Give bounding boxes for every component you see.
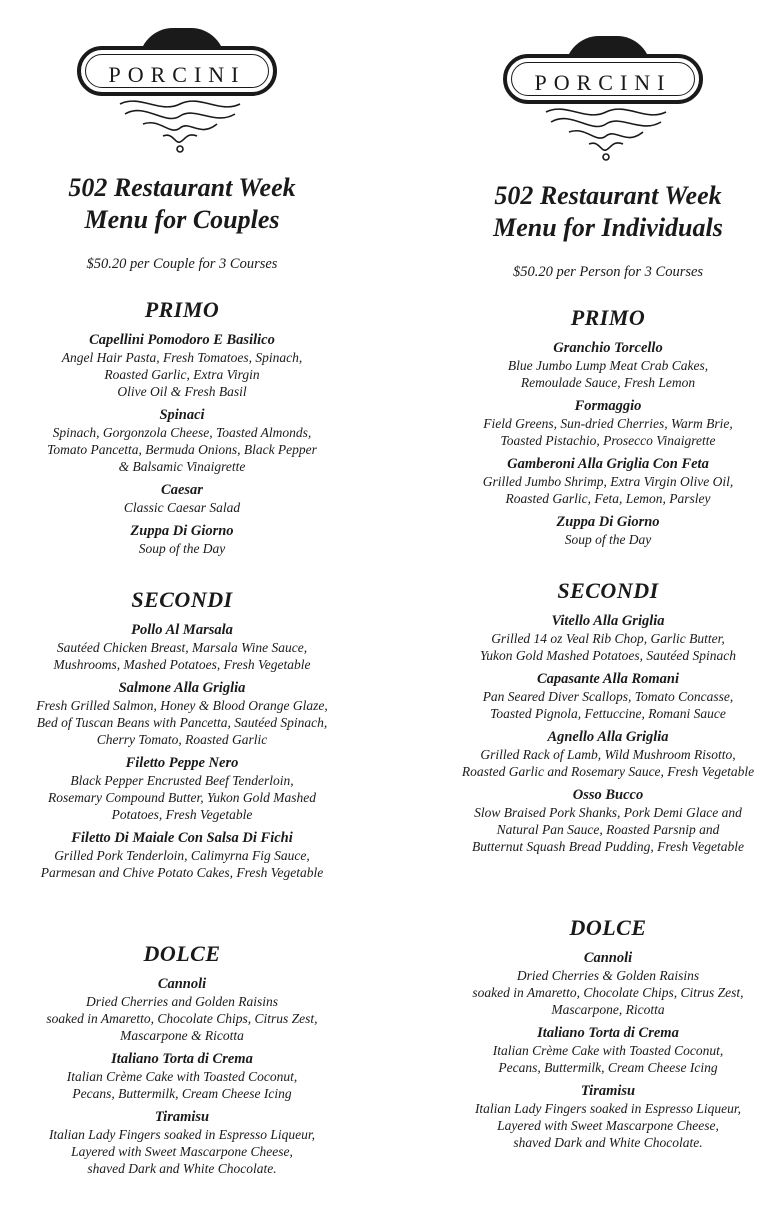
menu-item-description: shaved Dark and White Chocolate.	[513, 1135, 703, 1150]
menu-item-description: Potatoes, Fresh Vegetable	[111, 807, 253, 822]
menu-item	[416, 455, 784, 507]
menu-item-name: Caesar	[161, 482, 203, 498]
menu-sections	[416, 305, 784, 1151]
menu-item-description: Mascarpone & Ricotta	[120, 1028, 244, 1043]
menu-item	[416, 786, 784, 855]
menu-item	[416, 513, 784, 548]
section-heading: DOLCE	[143, 941, 221, 966]
menu-item-description: Grilled 14 oz Veal Rib Chop, Garlic Butter,	[491, 631, 725, 646]
menu-item-description: Cherry Tomato, Roasted Garlic	[96, 732, 268, 747]
menu-item-description: Grilled Jumbo Shrimp, Extra Virgin Olive Oil,	[482, 474, 734, 489]
section-primo	[416, 305, 784, 548]
price-line: $50.20 per Person for 3 Courses	[512, 264, 704, 280]
menu-item-description: Parmesan and Chive Potato Cakes, Fresh Vegetable	[40, 865, 324, 880]
menu-item	[0, 754, 364, 823]
menu-item-name: Zuppa Di Giorno	[556, 514, 660, 530]
menu-item-description: shaved Dark and White Chocolate.	[87, 1161, 277, 1176]
menu-item-name: Tiramisu	[580, 1083, 636, 1099]
menu-item-description: Natural Pan Sauce, Roasted Parsnip and	[496, 822, 720, 837]
menu-item-description: Italian Crème Cake with Toasted Coconut,	[492, 1043, 724, 1058]
menu-item-name: Agnello Alla Griglia	[547, 729, 669, 745]
menu-item	[416, 339, 784, 391]
menu-item-description: Pecans, Buttermilk, Cream Cheese Icing	[498, 1060, 718, 1075]
menu-sections	[0, 297, 364, 1177]
menu-item-name: Pollo Al Marsala	[131, 622, 233, 638]
menu-item-description: Roasted Garlic, Extra Virgin	[104, 367, 260, 382]
menu-item	[0, 829, 364, 881]
menu-item	[0, 481, 364, 516]
menu-item	[416, 1082, 784, 1151]
menu-item-name: Filetto Peppe Nero	[125, 755, 239, 771]
flourish-icon	[115, 92, 245, 154]
menu-item-name: Formaggio	[574, 398, 642, 414]
porcini-logo	[503, 36, 713, 166]
menu-item-description: soaked in Amaretto, Chocolate Chips, Citrus Zest,	[46, 1011, 318, 1026]
menu-title: 502 Restaurant Week Menu for Individuals	[493, 181, 723, 242]
menu-item	[416, 949, 784, 1018]
menu-item-description: Pecans, Buttermilk, Cream Cheese Icing	[72, 1086, 292, 1101]
menu-item-description: Italian Lady Fingers soaked in Espresso Liqueur,	[48, 1127, 316, 1142]
menu-item-description: Soup of the Day	[564, 532, 652, 547]
menu-item-description: Bed of Tuscan Beans with Pancetta, Sautéed Spinach,	[36, 715, 328, 730]
menu-item	[416, 1024, 784, 1076]
menu-item-description: Slow Braised Pork Shanks, Pork Demi Glace and	[474, 805, 742, 820]
section-heading: DOLCE	[569, 915, 647, 940]
menu-item-name: Italiano Torta di Crema	[537, 1025, 679, 1041]
menu-item-name: Capellini Pomodoro E Basilico	[89, 332, 275, 348]
section-primo	[0, 297, 364, 557]
menu-item-name: Granchio Torcello	[553, 340, 663, 356]
menu-item-description: Grilled Rack of Lamb, Wild Mushroom Risotto,	[480, 747, 736, 762]
menu-item-description: Layered with Sweet Mascarpone Cheese,	[497, 1118, 719, 1133]
menu-title: 502 Restaurant Week Menu for Couples	[68, 173, 296, 234]
menu-item-description: Roasted Garlic and Rosemary Sauce, Fresh Vegetable	[461, 764, 755, 779]
menu-item-description: Toasted Pignola, Fettuccine, Romani Sauce	[490, 706, 726, 721]
price-line: $50.20 per Couple for 3 Courses	[86, 256, 278, 272]
section-heading: PRIMO	[570, 305, 646, 330]
menu-item	[0, 1108, 364, 1177]
menu-item-description: Field Greens, Sun-dried Cherries, Warm Brie,	[483, 416, 733, 431]
flourish-icon	[541, 100, 671, 162]
menu-item-description: Black Pepper Encrusted Beef Tenderloin,	[70, 773, 294, 788]
menu-item-description: Fresh Grilled Salmon, Honey & Blood Orange Glaze,	[36, 698, 328, 713]
menu-item-description: Classic Caesar Salad	[123, 500, 241, 515]
menu-item-name: Tiramisu	[154, 1109, 210, 1125]
menu-item	[416, 612, 784, 664]
menu-item-description: Spinach, Gorgonzola Cheese, Toasted Almonds,	[52, 425, 312, 440]
brand-name: PORCINI	[108, 62, 246, 87]
menu-item-name: Salmone Alla Griglia	[118, 680, 246, 696]
menu-item-description: Blue Jumbo Lump Meat Crab Cakes,	[507, 358, 709, 373]
menu-item	[0, 975, 364, 1044]
section-dolce	[416, 915, 784, 1151]
menu-item-description: Yukon Gold Mashed Potatoes, Sautéed Spinach	[480, 648, 736, 663]
menu-item	[0, 1050, 364, 1102]
menu-item-description: Roasted Garlic, Feta, Lemon, Parsley	[505, 491, 711, 506]
menu-item-name: Cannoli	[157, 976, 207, 992]
menu-item-description: Mushrooms, Mashed Potatoes, Fresh Vegetable	[53, 657, 311, 672]
section-heading: PRIMO	[144, 297, 220, 322]
section-heading: SECONDI	[131, 587, 233, 612]
menu-item-description: Toasted Pistachio, Prosecco Vinaigrette	[500, 433, 716, 448]
menu-item-description: & Balsamic Vinaigrette	[118, 459, 246, 474]
menu-item-description: Mascarpone, Ricotta	[551, 1002, 665, 1017]
menu-item	[0, 522, 364, 557]
menu-item	[0, 331, 364, 400]
menu-item-description: Pan Seared Diver Scallops, Tomato Concasse,	[482, 689, 734, 704]
menu-item-description: Rosemary Compound Butter, Yukon Gold Mashed	[48, 790, 316, 805]
menu-item-description: Italian Crème Cake with Toasted Coconut,	[66, 1069, 298, 1084]
menu-item	[416, 728, 784, 780]
menu-item-description: Butternut Squash Bread Pudding, Fresh Vegetable	[472, 839, 744, 854]
menu-item-name: Cannoli	[583, 950, 633, 966]
logo-oval	[77, 46, 277, 96]
menu-item-description: Sautéed Chicken Breast, Marsala Wine Sauce,	[56, 640, 308, 655]
menu-item-description: Dried Cherries and Golden Raisins	[86, 994, 278, 1009]
menu-item-name: Filetto Di Maiale Con Salsa Di Fichi	[71, 830, 293, 846]
menu-item	[416, 397, 784, 449]
section-heading: SECONDI	[557, 578, 659, 603]
menu-item-description: Layered with Sweet Mascarpone Cheese,	[71, 1144, 293, 1159]
menu-item-description: Grilled Pork Tenderloin, Calimyrna Fig Sauce,	[54, 848, 310, 863]
menu-item-description: soaked in Amaretto, Chocolate Chips, Citrus Zest,	[472, 985, 744, 1000]
section-secondi	[416, 578, 784, 855]
couples-menu	[0, 28, 364, 1183]
logo-oval	[503, 54, 703, 104]
brand-name: PORCINI	[534, 70, 672, 95]
menu-item-description: Dried Cherries & Golden Raisins	[516, 968, 700, 983]
menu-item-description: Tomato Pancetta, Bermuda Onions, Black Pepper	[47, 442, 317, 457]
menu-item-description: Olive Oil & Fresh Basil	[117, 384, 247, 399]
menu-item-description: Soup of the Day	[138, 541, 226, 556]
menu-item-name: Osso Bucco	[572, 787, 644, 803]
menu-item	[0, 679, 364, 748]
menu-item-name: Zuppa Di Giorno	[130, 523, 234, 539]
menu-item-description: Angel Hair Pasta, Fresh Tomatoes, Spinach,	[61, 350, 303, 365]
menu-item-description: Remoulade Sauce, Fresh Lemon	[520, 375, 696, 390]
section-secondi	[0, 587, 364, 881]
menu-item-name: Vitello Alla Griglia	[551, 613, 665, 629]
menu-item-name: Gamberoni Alla Griglia Con Feta	[507, 456, 709, 472]
menu-item-name: Italiano Torta di Crema	[111, 1051, 253, 1067]
individuals-menu	[416, 36, 784, 1157]
section-dolce	[0, 941, 364, 1177]
menu-item	[0, 621, 364, 673]
porcini-logo	[77, 28, 287, 158]
menu-item-name: Capasante Alla Romani	[536, 671, 680, 687]
menu-item	[416, 670, 784, 722]
menu-item-description: Italian Lady Fingers soaked in Espresso Liqueur,	[474, 1101, 742, 1116]
menu-item-name: Spinaci	[159, 407, 205, 423]
menu-item	[0, 406, 364, 475]
